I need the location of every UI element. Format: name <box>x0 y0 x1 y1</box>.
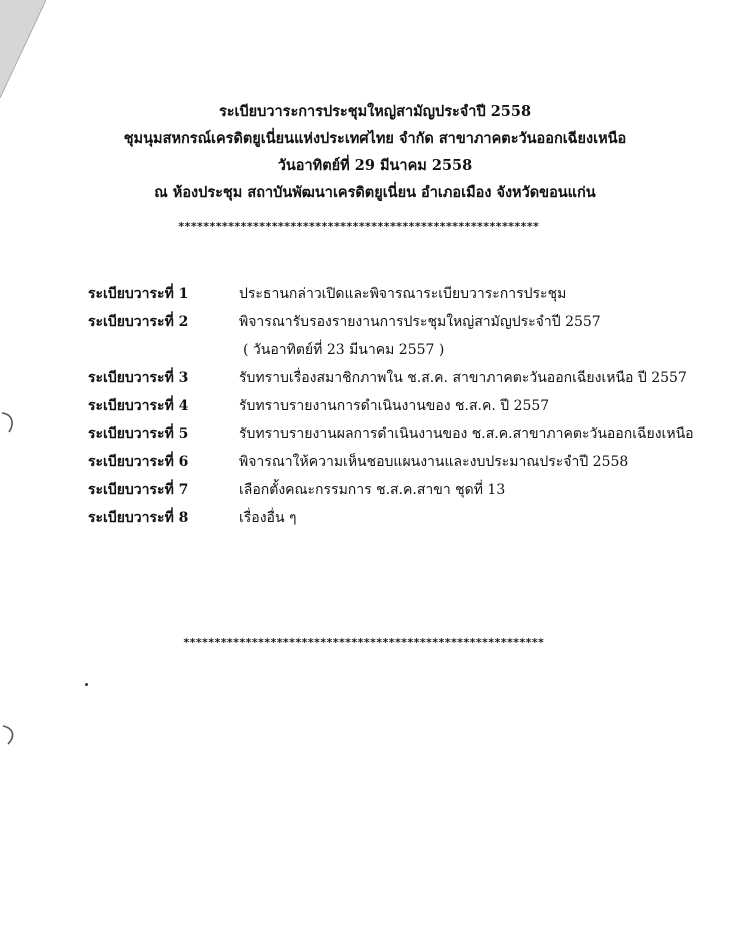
document-header <box>0 98 750 206</box>
agenda-item-label: ระเบียบวาระที่ 4 <box>88 398 189 414</box>
divider-top: ********************************************************** <box>178 220 539 233</box>
punch-hole-mark <box>0 722 22 748</box>
agenda-item <box>88 311 728 339</box>
agenda-item <box>88 283 728 311</box>
agenda-item-label: ระเบียบวาระที่ 3 <box>88 370 189 386</box>
agenda-item <box>88 507 728 535</box>
punch-hole-mark <box>0 410 22 436</box>
agenda-item-text: พิจารณารับรองรายงานการประชุมใหญ่สามัญประจำปี 2557 <box>239 314 601 330</box>
agenda-item-text: รับทราบรายงานผลการดำเนินงานของ ช.ส.ค.สาขาภาคตะวันออกเฉียงเหนือ <box>239 426 694 442</box>
agenda-item <box>88 451 728 479</box>
meeting-date: วันอาทิตย์ที่ 29 มีนาคม 2558 <box>277 157 473 174</box>
agenda-item-text: รับทราบเรื่องสมาชิกภาพใน ช.ส.ค. สาขาภาคตะวันออกเฉียงเหนือ ปี 2557 <box>239 370 687 386</box>
agenda-item-subtext: ( วันอาทิตย์ที่ 23 มีนาคม 2557 ) <box>243 342 445 358</box>
agenda-item-text: รับทราบรายงานการดำเนินงานของ ช.ส.ค. ปี 2557 <box>239 398 550 414</box>
document-title: ระเบียบวาระการประชุมใหญ่สามัญประจำปี 2558 <box>218 103 532 120</box>
agenda-item-label: ระเบียบวาระที่ 2 <box>88 314 189 330</box>
agenda-item <box>88 367 728 395</box>
agenda-item-label: ระเบียบวาระที่ 5 <box>88 426 189 442</box>
agenda-item-label: ระเบียบวาระที่ 7 <box>88 482 189 498</box>
page-corner-fold <box>0 0 46 100</box>
agenda-item <box>88 479 728 507</box>
divider-bottom: ********************************************************** <box>183 636 544 649</box>
organization-name: ชุมนุมสหกรณ์เครดิตยูเนี่ยนแห่งประเทศไทย จำกัด สาขาภาคตะวันออกเฉียงเหนือ <box>123 130 627 147</box>
agenda-item <box>88 423 728 451</box>
agenda-item-label: ระเบียบวาระที่ 6 <box>88 454 189 470</box>
scan-speck <box>85 683 88 686</box>
agenda-item <box>88 395 728 423</box>
agenda-item-label: ระเบียบวาระที่ 8 <box>88 510 189 526</box>
agenda-item-subline <box>88 339 728 367</box>
agenda-item-text: เลือกตั้งคณะกรรมการ ช.ส.ค.สาขา ชุดที่ 13 <box>239 482 506 498</box>
agenda-item-text: พิจารณาให้ความเห็นชอบแผนงานและงบประมาณประจำปี 2558 <box>239 454 629 470</box>
agenda-item-text: ประธานกล่าวเปิดและพิจารณาระเบียบวาระการประชุม <box>239 286 567 302</box>
agenda-list <box>88 283 728 535</box>
meeting-venue: ณ ห้องประชุม สถาบันพัฒนาเครดิตยูเนี่ยน อำเภอเมือง จังหวัดขอนแก่น <box>154 184 596 201</box>
agenda-item-text: เรื่องอื่น ๆ <box>239 510 297 526</box>
agenda-item-label: ระเบียบวาระที่ 1 <box>88 286 189 302</box>
